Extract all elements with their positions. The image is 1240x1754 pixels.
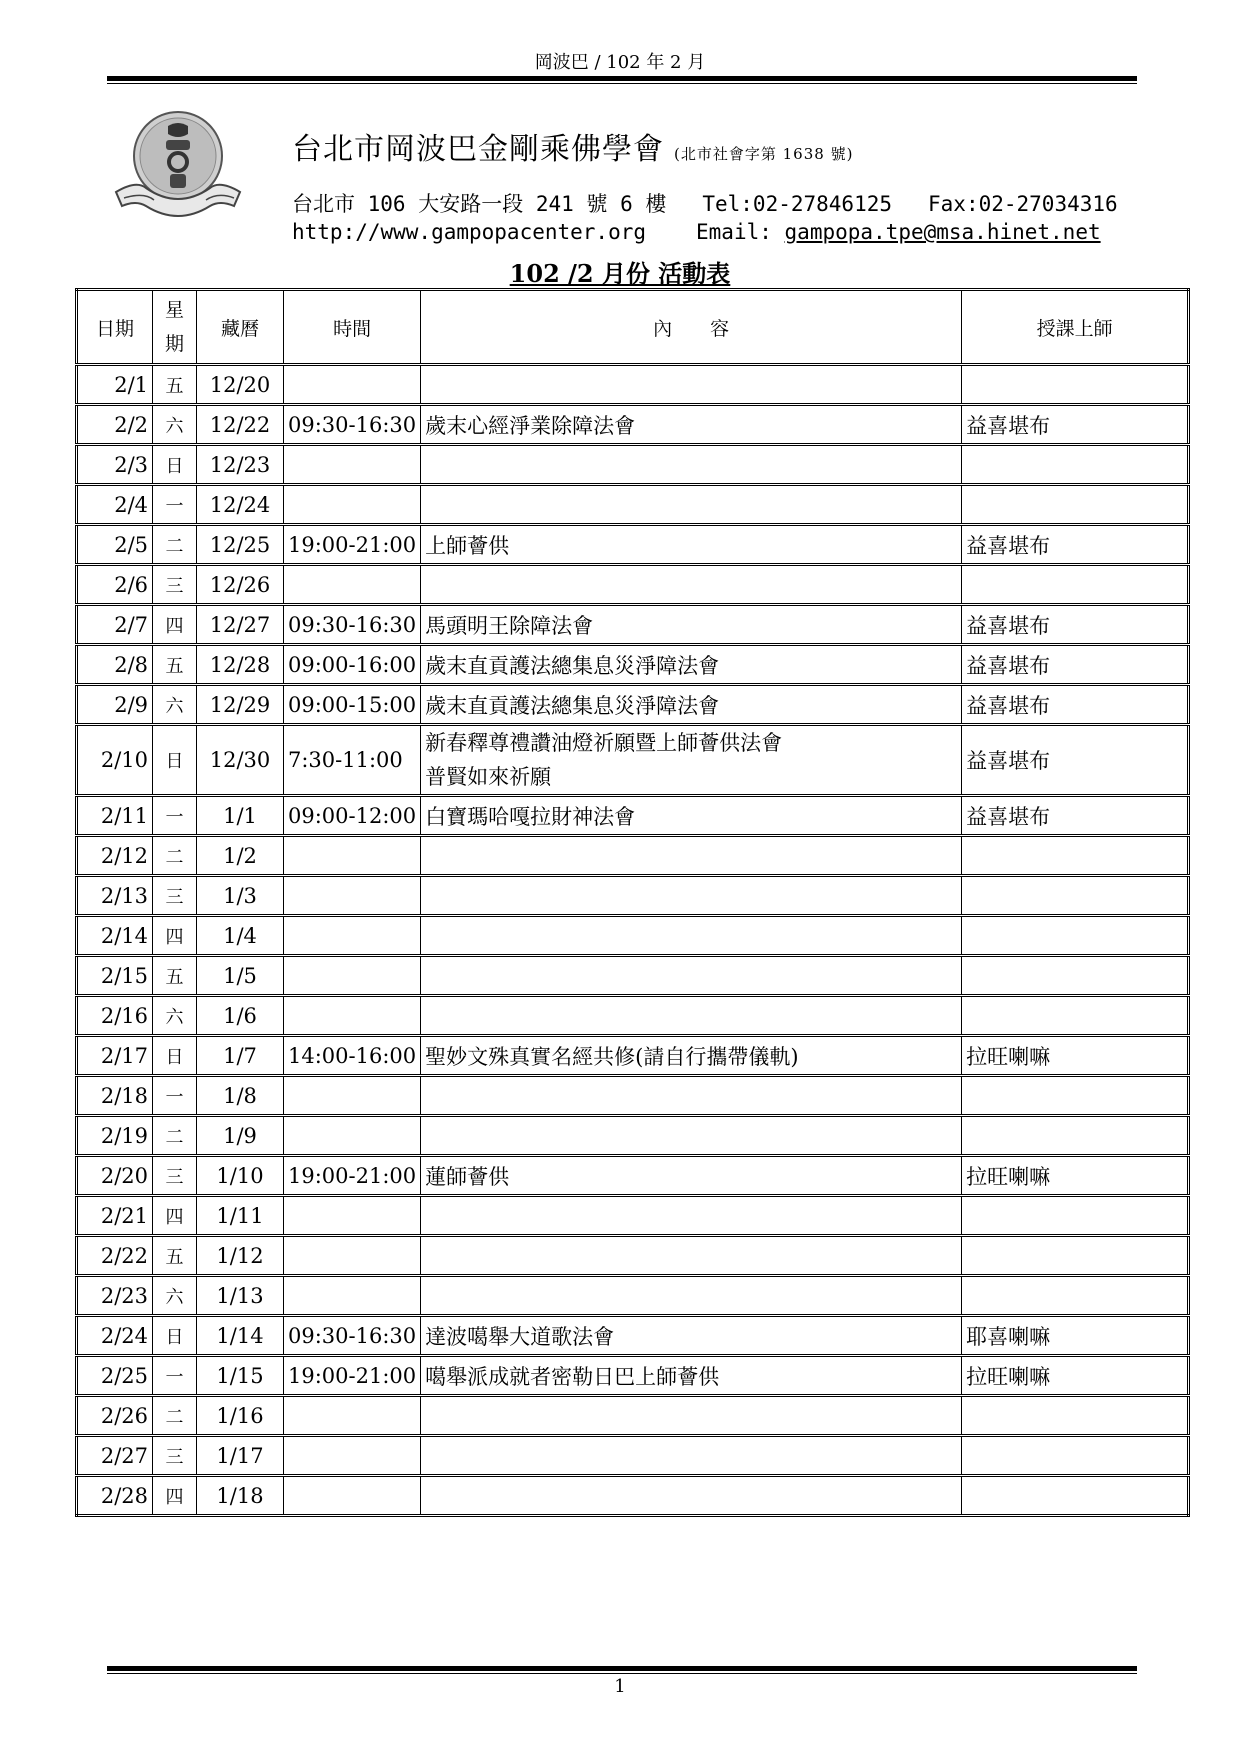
- table-row: [77, 485, 1189, 525]
- cell-time: [284, 996, 421, 1036]
- cell-teacher: 拉旺喇嘛: [962, 1036, 1189, 1076]
- cell-teacher: [962, 1476, 1189, 1516]
- cell-teacher: 拉旺喇嘛: [962, 1356, 1189, 1396]
- cell-weekday: 六: [153, 996, 197, 1036]
- cell-date: 2/13: [77, 876, 153, 916]
- cell-date: 2/2: [77, 405, 153, 445]
- cell-teacher: [962, 1076, 1189, 1116]
- cell-time: [284, 916, 421, 956]
- content-line: 普賢如來祈願: [425, 765, 552, 789]
- cell-teacher: 益喜堪布: [962, 605, 1189, 645]
- cell-date: 2/9: [77, 685, 153, 725]
- cell-weekday: 六: [153, 405, 197, 445]
- cell-content: [421, 1276, 962, 1316]
- cell-teacher: [962, 956, 1189, 996]
- cell-teacher: [962, 836, 1189, 876]
- cell-content: 馬頭明王除障法會: [421, 605, 962, 645]
- cell-content: [421, 996, 962, 1036]
- cell-weekday: 五: [153, 1236, 197, 1276]
- cell-time: 7:30-11:00: [284, 725, 421, 796]
- cell-teacher: 耶喜喇嘛: [962, 1316, 1189, 1356]
- cell-date: 2/14: [77, 916, 153, 956]
- cell-content: [421, 836, 962, 876]
- cell-content: [421, 916, 962, 956]
- cell-weekday: 三: [153, 1156, 197, 1196]
- cell-time: [284, 1396, 421, 1436]
- cell-content: 達波噶舉大道歌法會: [421, 1316, 962, 1356]
- cell-lunar-date: 1/2: [197, 836, 284, 876]
- table-row: [77, 1036, 1189, 1076]
- cell-weekday: 五: [153, 645, 197, 685]
- cell-time: 09:30-16:30: [284, 405, 421, 445]
- cell-date: 2/10: [77, 725, 153, 796]
- table-row: [77, 796, 1189, 836]
- table-row: [77, 996, 1189, 1036]
- cell-date: 2/8: [77, 645, 153, 685]
- cell-content: 聖妙文殊真實名經共修(請自行攜帶儀軌): [421, 1036, 962, 1076]
- cell-lunar-date: 1/5: [197, 956, 284, 996]
- table-row: [77, 725, 1189, 796]
- table-row: [77, 1356, 1189, 1396]
- cell-date: 2/15: [77, 956, 153, 996]
- cell-time: 09:30-16:30: [284, 1316, 421, 1356]
- cell-date: 2/5: [77, 525, 153, 565]
- cell-weekday: 四: [153, 1476, 197, 1516]
- website-link[interactable]: http://www.gampopacenter.org: [292, 220, 647, 244]
- cell-lunar-date: 1/18: [197, 1476, 284, 1516]
- schedule-table: [75, 288, 1190, 1517]
- cell-weekday: 日: [153, 1316, 197, 1356]
- cell-date: 2/18: [77, 1076, 153, 1116]
- cell-date: 2/27: [77, 1436, 153, 1476]
- cell-content: 上師薈供: [421, 525, 962, 565]
- table-row: [77, 916, 1189, 956]
- schedule-title: 102 /2 月份 活動表: [509, 259, 731, 288]
- cell-weekday: 三: [153, 565, 197, 605]
- cell-lunar-date: 1/16: [197, 1396, 284, 1436]
- cell-date: 2/4: [77, 485, 153, 525]
- cell-lunar-date: 12/24: [197, 485, 284, 525]
- cell-lunar-date: 1/12: [197, 1236, 284, 1276]
- table-row: [77, 876, 1189, 916]
- cell-weekday: 二: [153, 836, 197, 876]
- table-row: [77, 645, 1189, 685]
- cell-date: 2/3: [77, 445, 153, 485]
- content-line: 新春釋尊禮讚油燈祈願暨上師薈供法會: [425, 731, 783, 755]
- cell-lunar-date: 1/7: [197, 1036, 284, 1076]
- table-row: [77, 565, 1189, 605]
- table-row: [77, 1116, 1189, 1156]
- cell-content: [421, 1436, 962, 1476]
- cell-teacher: [962, 876, 1189, 916]
- contact-line-address: [292, 188, 1118, 218]
- cell-teacher: [962, 485, 1189, 525]
- table-row: [77, 605, 1189, 645]
- table-row: [77, 1396, 1189, 1436]
- cell-lunar-date: 1/4: [197, 916, 284, 956]
- cell-lunar-date: 12/30: [197, 725, 284, 796]
- table-row: [77, 1476, 1189, 1516]
- header-time: 時間: [284, 290, 421, 365]
- cell-time: [284, 1236, 421, 1276]
- email-link[interactable]: gampopa.tpe@msa.hinet.net: [784, 220, 1101, 244]
- cell-time: [284, 565, 421, 605]
- cell-weekday: 六: [153, 1276, 197, 1316]
- cell-weekday: 二: [153, 1116, 197, 1156]
- cell-content: 歲末直貢護法總集息災淨障法會: [421, 645, 962, 685]
- cell-weekday: 五: [153, 365, 197, 405]
- cell-time: [284, 445, 421, 485]
- cell-content: 歲末直貢護法總集息災淨障法會: [421, 685, 962, 725]
- cell-weekday: 日: [153, 445, 197, 485]
- cell-content: [421, 1476, 962, 1516]
- cell-date: 2/11: [77, 796, 153, 836]
- cell-date: 2/12: [77, 836, 153, 876]
- cell-weekday: 六: [153, 685, 197, 725]
- cell-weekday: 三: [153, 876, 197, 916]
- cell-teacher: [962, 1236, 1189, 1276]
- cell-lunar-date: 12/27: [197, 605, 284, 645]
- table-row: [77, 525, 1189, 565]
- cell-teacher: [962, 1436, 1189, 1476]
- cell-teacher: 益喜堪布: [962, 796, 1189, 836]
- cell-content: [421, 445, 962, 485]
- cell-content: 歲末心經淨業除障法會: [421, 405, 962, 445]
- contact-line-web: [292, 220, 1101, 244]
- cell-date: 2/28: [77, 1476, 153, 1516]
- email-label: Email:: [696, 220, 772, 244]
- cell-date: 2/16: [77, 996, 153, 1036]
- table-row: [77, 685, 1189, 725]
- cell-content: [421, 1116, 962, 1156]
- cell-time: [284, 485, 421, 525]
- fax: Fax:02-27034316: [928, 192, 1118, 216]
- cell-content: [421, 485, 962, 525]
- address: 台北市 106 大安路一段 241 號 6 樓: [292, 192, 667, 216]
- cell-time: [284, 836, 421, 876]
- cell-teacher: [962, 565, 1189, 605]
- cell-lunar-date: 1/1: [197, 796, 284, 836]
- cell-time: 19:00-21:00: [284, 1356, 421, 1396]
- cell-time: 09:00-12:00: [284, 796, 421, 836]
- cell-content: [421, 565, 962, 605]
- cell-date: 2/20: [77, 1156, 153, 1196]
- cell-lunar-date: 12/28: [197, 645, 284, 685]
- cell-teacher: [962, 1116, 1189, 1156]
- cell-teacher: [962, 365, 1189, 405]
- cell-teacher: [962, 1396, 1189, 1436]
- cell-time: [284, 956, 421, 996]
- cell-lunar-date: 12/25: [197, 525, 284, 565]
- cell-content: 噶舉派成就者密勒日巴上師薈供: [421, 1356, 962, 1396]
- cell-weekday: 一: [153, 1076, 197, 1116]
- cell-date: 2/22: [77, 1236, 153, 1276]
- cell-content: 蓮師薈供: [421, 1156, 962, 1196]
- page-number: 1: [614, 1676, 626, 1697]
- table-row: [77, 1316, 1189, 1356]
- cell-content: [421, 956, 962, 996]
- cell-lunar-date: 1/10: [197, 1156, 284, 1196]
- cell-time: [284, 876, 421, 916]
- cell-date: 2/19: [77, 1116, 153, 1156]
- table-row: [77, 1156, 1189, 1196]
- table-header-row: [77, 290, 1189, 365]
- cell-teacher: [962, 445, 1189, 485]
- cell-lunar-date: 1/17: [197, 1436, 284, 1476]
- cell-content: 白寶瑪哈嘎拉財神法會: [421, 796, 962, 836]
- cell-time: 09:00-16:00: [284, 645, 421, 685]
- cell-time: 09:00-15:00: [284, 685, 421, 725]
- cell-weekday: 四: [153, 1196, 197, 1236]
- cell-content: [421, 1236, 962, 1276]
- cell-date: 2/7: [77, 605, 153, 645]
- cell-content: [421, 1396, 962, 1436]
- cell-teacher: 益喜堪布: [962, 525, 1189, 565]
- cell-time: [284, 365, 421, 405]
- cell-content: [421, 1076, 962, 1116]
- cell-lunar-date: 1/13: [197, 1276, 284, 1316]
- cell-date: 2/23: [77, 1276, 153, 1316]
- cell-time: 19:00-21:00: [284, 525, 421, 565]
- header-lunar: 藏曆: [197, 290, 284, 365]
- telephone: Tel:02-27846125: [702, 192, 893, 216]
- cell-teacher: 益喜堪布: [962, 725, 1189, 796]
- cell-content: [421, 365, 962, 405]
- cell-lunar-date: 12/23: [197, 445, 284, 485]
- table-row: [77, 956, 1189, 996]
- cell-weekday: 五: [153, 956, 197, 996]
- cell-content: [421, 876, 962, 916]
- registration-number: (北市社會字第 1638 號): [674, 145, 854, 163]
- organization-name: 台北市岡波巴金剛乘佛學會 (北市社會字第 1638 號): [292, 132, 854, 167]
- header-content: 內 容: [421, 290, 962, 365]
- cell-weekday: 四: [153, 605, 197, 645]
- cell-lunar-date: 1/14: [197, 1316, 284, 1356]
- cell-teacher: 益喜堪布: [962, 685, 1189, 725]
- cell-lunar-date: 1/15: [197, 1356, 284, 1396]
- cell-weekday: 二: [153, 525, 197, 565]
- cell-date: 2/17: [77, 1036, 153, 1076]
- table-row: [77, 1076, 1189, 1116]
- cell-weekday: 一: [153, 796, 197, 836]
- running-header: 岡波巴 / 102 年 2 月: [534, 52, 706, 73]
- cell-teacher: [962, 996, 1189, 1036]
- cell-weekday: 一: [153, 1356, 197, 1396]
- cell-teacher: 益喜堪布: [962, 645, 1189, 685]
- cell-time: 14:00-16:00: [284, 1036, 421, 1076]
- cell-weekday: 日: [153, 1036, 197, 1076]
- cell-weekday: 一: [153, 485, 197, 525]
- cell-weekday: 二: [153, 1396, 197, 1436]
- cell-teacher: 益喜堪布: [962, 405, 1189, 445]
- cell-lunar-date: 12/29: [197, 685, 284, 725]
- table-row: [77, 1236, 1189, 1276]
- cell-date: 2/24: [77, 1316, 153, 1356]
- table-row: [77, 836, 1189, 876]
- cell-lunar-date: 1/9: [197, 1116, 284, 1156]
- table-row: [77, 1276, 1189, 1316]
- cell-time: [284, 1196, 421, 1236]
- cell-date: 2/25: [77, 1356, 153, 1396]
- organization-logo-icon: [110, 108, 250, 228]
- cell-time: [284, 1476, 421, 1516]
- header-teacher: 授課上師: [962, 290, 1189, 365]
- cell-date: 2/1: [77, 365, 153, 405]
- cell-weekday: 日: [153, 725, 197, 796]
- cell-lunar-date: 1/8: [197, 1076, 284, 1116]
- cell-time: [284, 1436, 421, 1476]
- cell-lunar-date: 12/20: [197, 365, 284, 405]
- cell-teacher: [962, 1196, 1189, 1236]
- cell-time: 19:00-21:00: [284, 1156, 421, 1196]
- cell-time: 09:30-16:30: [284, 605, 421, 645]
- table-row: [77, 365, 1189, 405]
- schedule-body: [77, 365, 1189, 1516]
- header-rule: [107, 76, 1137, 84]
- cell-date: 2/6: [77, 565, 153, 605]
- cell-teacher: 拉旺喇嘛: [962, 1156, 1189, 1196]
- header-weekday: 星 期: [153, 290, 197, 365]
- cell-date: 2/21: [77, 1196, 153, 1236]
- cell-content: [421, 725, 962, 796]
- cell-weekday: 三: [153, 1436, 197, 1476]
- cell-date: 2/26: [77, 1396, 153, 1436]
- cell-weekday: 四: [153, 916, 197, 956]
- cell-time: [284, 1116, 421, 1156]
- cell-lunar-date: 12/26: [197, 565, 284, 605]
- cell-lunar-date: 1/6: [197, 996, 284, 1036]
- table-row: [77, 405, 1189, 445]
- cell-time: [284, 1076, 421, 1116]
- table-row: [77, 1436, 1189, 1476]
- cell-lunar-date: 12/22: [197, 405, 284, 445]
- cell-teacher: [962, 1276, 1189, 1316]
- table-row: [77, 1196, 1189, 1236]
- cell-teacher: [962, 916, 1189, 956]
- cell-lunar-date: 1/11: [197, 1196, 284, 1236]
- cell-lunar-date: 1/3: [197, 876, 284, 916]
- cell-time: [284, 1276, 421, 1316]
- cell-content: [421, 1196, 962, 1236]
- footer-rule: [107, 1666, 1137, 1674]
- header-date: 日期: [77, 290, 153, 365]
- table-row: [77, 445, 1189, 485]
